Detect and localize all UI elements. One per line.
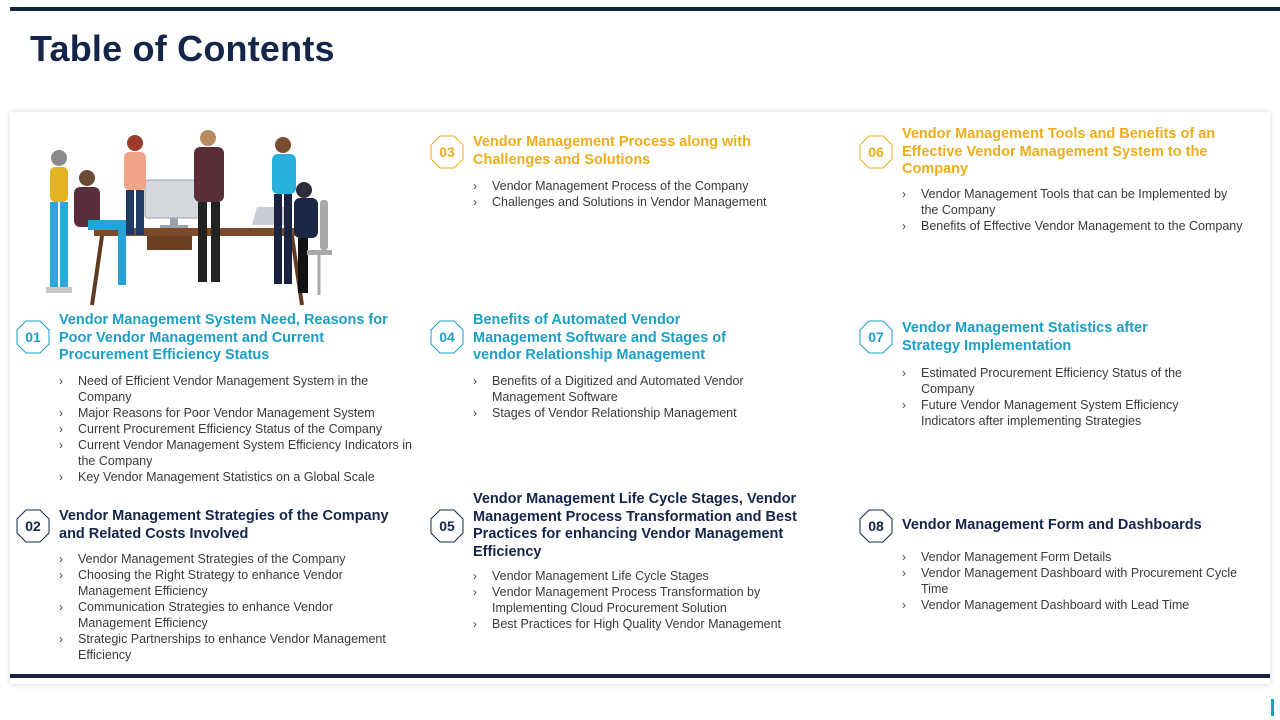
list-item[interactable]: › Key Vendor Management Statistics on a Global Scale [59,470,375,484]
chevron-right-icon: › [473,569,477,583]
section-02[interactable] [16,508,426,668]
section-06[interactable] [859,126,1259,266]
list-item[interactable]: › Need of Efficient Vendor Management System in the Company [59,374,369,404]
list-item[interactable]: › Major Reasons for Poor Vendor Management System [59,406,375,420]
section-title: Vendor Management Life Cycle Stages, Vendor Management Process Transformation and Best Practices for enhancing Vendor Management Efficiency [473,491,797,560]
list-item[interactable]: › Challenges and Solutions in Vendor Management [473,195,767,209]
corner-accent [1271,699,1274,716]
section-number: 03 [439,144,455,160]
section-05[interactable] [430,491,840,641]
chevron-right-icon: › [59,552,63,566]
list-item[interactable]: › Stages of Vendor Relationship Management [473,406,737,420]
chevron-right-icon: › [902,187,906,201]
section-items [59,373,419,485]
chevron-right-icon: › [59,600,63,614]
section-01[interactable] [16,312,426,492]
list-item[interactable]: › Best Practices for High Quality Vendor Management [473,617,782,631]
chevron-right-icon: › [473,179,477,193]
chevron-right-icon: › [473,195,477,209]
bottom-rule [10,674,1270,678]
top-rule [10,7,1280,11]
section-items [473,568,818,632]
chevron-right-icon: › [59,470,63,484]
section-number: 07 [868,329,884,345]
list-item[interactable]: › Benefits of a Digitized and Automated Vendor Management Software [473,374,744,404]
section-number-badge [16,509,50,543]
section-items [902,365,1232,429]
chevron-right-icon: › [902,366,906,380]
section-items [59,551,404,663]
section-title: Vendor Management System Need, Reasons for Poor Vendor Management and Current Procurement Efficiency Status [59,312,388,363]
list-item[interactable]: › Vendor Management Strategies of the Company [59,552,346,566]
list-item[interactable]: › Benefits of Effective Vendor Management to the Company [902,219,1243,233]
section-number-badge [859,509,893,543]
list-item[interactable]: › Vendor Management Form Details [902,550,1112,564]
section-number-badge [430,509,464,543]
chevron-right-icon: › [59,568,63,582]
chevron-right-icon: › [902,566,906,580]
section-items [473,373,793,421]
team-meeting-illustration [22,125,342,310]
list-item[interactable]: › Choosing the Right Strategy to enhance Vendor Management Efficiency [59,568,343,598]
section-number: 06 [868,144,884,160]
list-item[interactable]: › Vendor Management Process Transformation by Implementing Cloud Procurement Solution [473,585,761,615]
list-item[interactable]: › Vendor Management Dashboard with Procurement Cycle Time [902,566,1238,596]
list-item[interactable]: › Future Vendor Management System Efficiency Indicators after implementing Strategies [902,398,1179,428]
section-number-badge [16,320,50,354]
section-title: Vendor Management Process along with Challenges and Solutions [473,134,751,168]
section-items [473,178,823,210]
section-title: Benefits of Automated Vendor Management Software and Stages of vendor Relationship Management [473,312,726,363]
section-number-badge [859,320,893,354]
list-item[interactable]: › Vendor Management Process of the Company [473,179,749,193]
chevron-right-icon: › [902,219,906,233]
section-title: Vendor Management Form and Dashboards [902,517,1202,533]
section-number: 08 [868,518,884,534]
chevron-right-icon: › [473,374,477,388]
chevron-right-icon: › [902,598,906,612]
section-title: Vendor Management Statistics after Strategy Implementation [902,320,1148,354]
list-item[interactable]: › Estimated Procurement Efficiency Status of the Company [902,366,1183,396]
section-title: Vendor Management Tools and Benefits of an Effective Vendor Management System to the Company [902,126,1216,177]
chevron-right-icon: › [473,585,477,599]
list-item[interactable]: › Vendor Management Tools that can be Implemented by the Company [902,187,1228,217]
section-title: Vendor Management Strategies of the Company and Related Costs Involved [59,508,389,542]
chevron-right-icon: › [59,374,63,388]
section-04[interactable] [430,312,830,432]
section-number: 05 [439,518,455,534]
section-number: 04 [439,329,455,345]
chevron-right-icon: › [59,422,63,436]
list-item[interactable]: › Current Vendor Management System Efficiency Indicators in the Company [59,438,412,468]
list-item[interactable]: › Current Procurement Efficiency Status of the Company [59,422,383,436]
chevron-right-icon: › [59,406,63,420]
section-number-badge [859,135,893,169]
chevron-right-icon: › [473,406,477,420]
section-number: 02 [25,518,41,534]
list-item[interactable]: › Vendor Management Life Cycle Stages [473,569,709,583]
section-items [902,186,1247,234]
list-item[interactable]: › Strategic Partnerships to enhance Vendor Management Efficiency [59,632,386,662]
section-number-badge [430,135,464,169]
list-item[interactable]: › Vendor Management Dashboard with Lead Time [902,598,1190,612]
chevron-right-icon: › [59,438,63,452]
section-08[interactable] [859,509,1259,619]
chevron-right-icon: › [473,617,477,631]
chevron-right-icon: › [59,632,63,646]
section-07[interactable] [859,320,1259,440]
chevron-right-icon: › [902,550,906,564]
section-number: 01 [25,329,41,345]
list-item[interactable]: › Communication Strategies to enhance Vendor Management Efficiency [59,600,334,630]
page-title: Table of Contents [30,28,335,69]
section-number-badge [430,320,464,354]
section-items [902,549,1247,613]
section-03[interactable] [430,134,830,224]
chevron-right-icon: › [902,398,906,412]
